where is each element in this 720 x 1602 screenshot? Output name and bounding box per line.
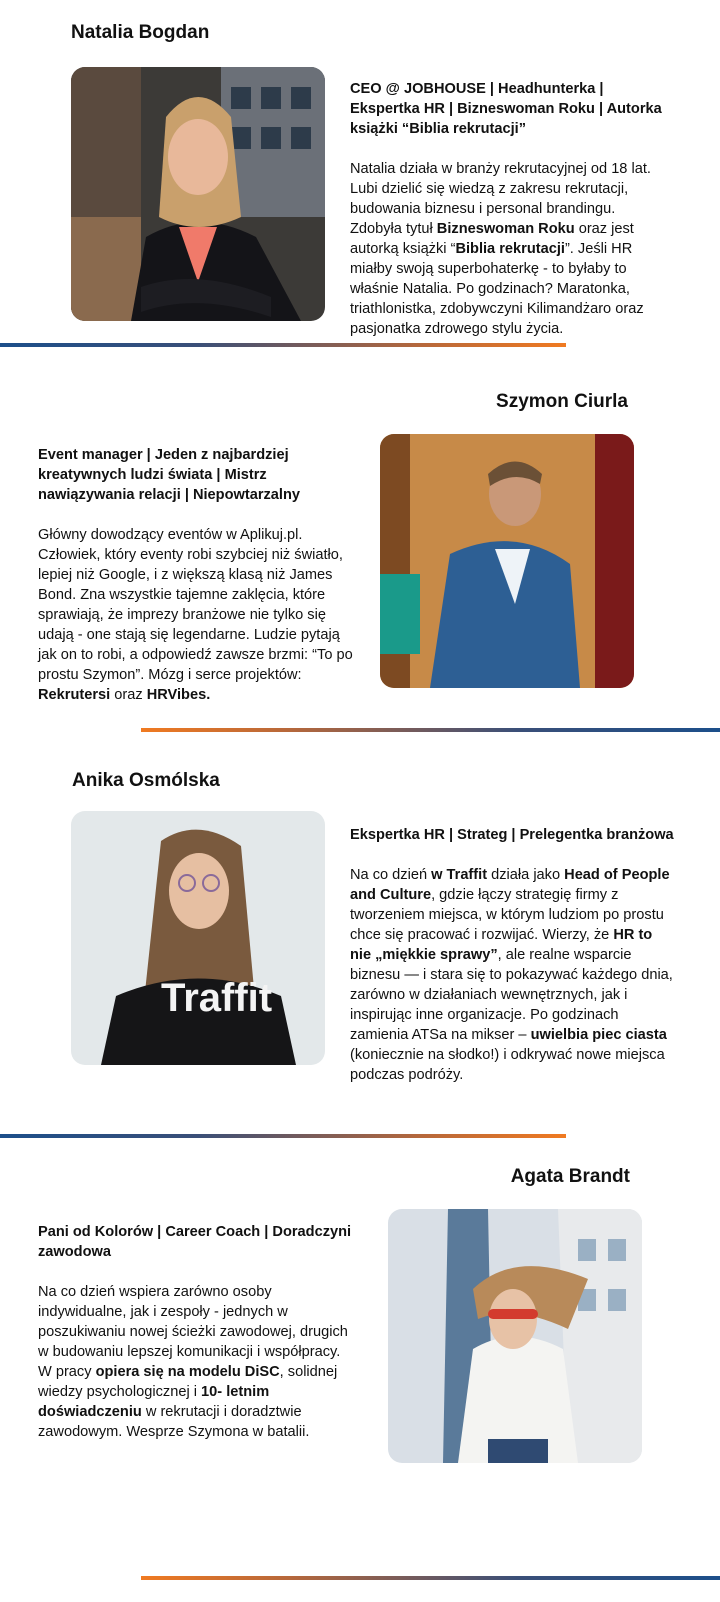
- section-divider: [141, 728, 720, 732]
- description-paragraph: Natalia działa w branży rekrutacyjnej od 18 lat. Lubi dzielić się wiedzą z zakresu rekrutacji, budowania biznesu i personal brandingu. Zdobyła tytuł Bizneswoman Roku oraz jest autorką książki “Biblia rekrutacji”. Jeśli HR miałby swoją superbohaterkę - to byłaby to właśnie Natalia. Po godzinach? Maratonka, triathlonistka, zdobywczyni Kilimandżaro oraz pasjonatka zdrowego stylu życia.: [350, 160, 651, 337]
- bold-phrase: Head of People and Culture: [350, 866, 670, 903]
- person-name-natalia: Natalia Bogdan: [71, 22, 210, 43]
- bold-phrase: Rekrutersi: [38, 686, 111, 703]
- description-paragraph: Na co dzień wspiera zarówno osoby indywidualne, jak i zespoły - jednych w poszukiwaniu nowej ścieżki zawodowej, drugich w budowaniu lepszej komunikacji i współpracy. W pracy opiera się na modelu DiSC, solidnej wiedzy psychologicznej i 10- letnim doświadczeniu w rekrutacji i doradztwie zawodowym. Wesprze Szymona w batalii.: [38, 1283, 348, 1440]
- person-name-szymon: Szymon Ciurla: [496, 391, 628, 412]
- portrait-anika: [71, 811, 325, 1065]
- bold-phrase: opiera się na modelu DiSC: [95, 1363, 280, 1380]
- person-description: [38, 525, 353, 705]
- section-divider: [141, 1576, 720, 1580]
- svg-text:Traffit: Traffit: [161, 976, 273, 1020]
- person-title: Event manager | Jeden z najbardziej kreatywnych ludzi świata | Mistrz nawiązywania relacji | Niepowtarzalny: [38, 446, 301, 503]
- bold-phrase: Bizneswoman Roku: [436, 220, 575, 237]
- person-title: Pani od Kolorów | Career Coach | Doradczyni zawodowa: [38, 1223, 352, 1260]
- person-info-natalia: [350, 64, 665, 339]
- person-description: [350, 865, 675, 1085]
- portrait-szymon: [380, 434, 634, 688]
- person-info-agata: [38, 1207, 353, 1442]
- bold-phrase: w Traffit: [431, 866, 488, 883]
- bold-phrase: HR to nie „miękkie sprawy”: [350, 926, 653, 963]
- section-divider: [0, 1134, 566, 1138]
- person-name-agata: Agata Brandt: [510, 1166, 630, 1187]
- person-description: [38, 1282, 353, 1442]
- section-divider: [0, 343, 566, 347]
- description-paragraph: Główny dowodzący eventów w Aplikuj.pl. Człowiek, który eventy robi szybciej niż światło, lepiej niż Google, i z większą klasą niż James Bond. Zna wszystkie tajemne zaklęcia, które sprawiają, że imprezy branżowe nie tylko się udają - one stają się legendarne. Ludzie pytają jak on to robi, a odpowiedź zawsze brzmi: “To po prostu Szymon”. Mózg i serce projektów: Rekrutersi oraz HRVibes.: [38, 526, 353, 703]
- person-name-anika: Anika Osmólska: [72, 770, 220, 791]
- person-title: Ekspertka HR | Strateg | Prelegentka branżowa: [350, 826, 674, 843]
- person-info-szymon: [38, 430, 353, 705]
- person-info-anika: [350, 810, 675, 1085]
- bold-phrase: Biblia rekrutacji: [455, 240, 565, 257]
- person-title: CEO @ JOBHOUSE | Headhunterka | Ekspertka HR | Bizneswoman Roku | Autorka książki “Biblia rekrutacji”: [350, 80, 662, 137]
- portrait-agata: [388, 1209, 642, 1463]
- description-paragraph: Na co dzień w Traffit działa jako Head of People and Culture, gdzie łączy strategię firmy z tworzeniem miejsca, w którym ludziom po prostu chce się pracować i rozwijać. Wierzy, że HR to nie „miękkie sprawy”, ale realne wsparcie biznesu — i stara się to pokazywać każdego dnia, zarówno w działaniach wewnętrznych, jak i inspirując inne organizacje. Po godzinach zamienia ATSa na mikser – uwielbia piec ciasta (koniecznie na słodko!) i odkrywać nowe miejsca podczas podróży.: [350, 866, 673, 1083]
- portrait-natalia: [71, 67, 325, 321]
- bold-phrase: 10- letnim doświadczeniu: [38, 1383, 270, 1420]
- bold-phrase: uwielbia piec ciasta: [530, 1026, 667, 1043]
- bold-phrase: HRVibes.: [146, 686, 211, 703]
- person-description: [350, 159, 665, 339]
